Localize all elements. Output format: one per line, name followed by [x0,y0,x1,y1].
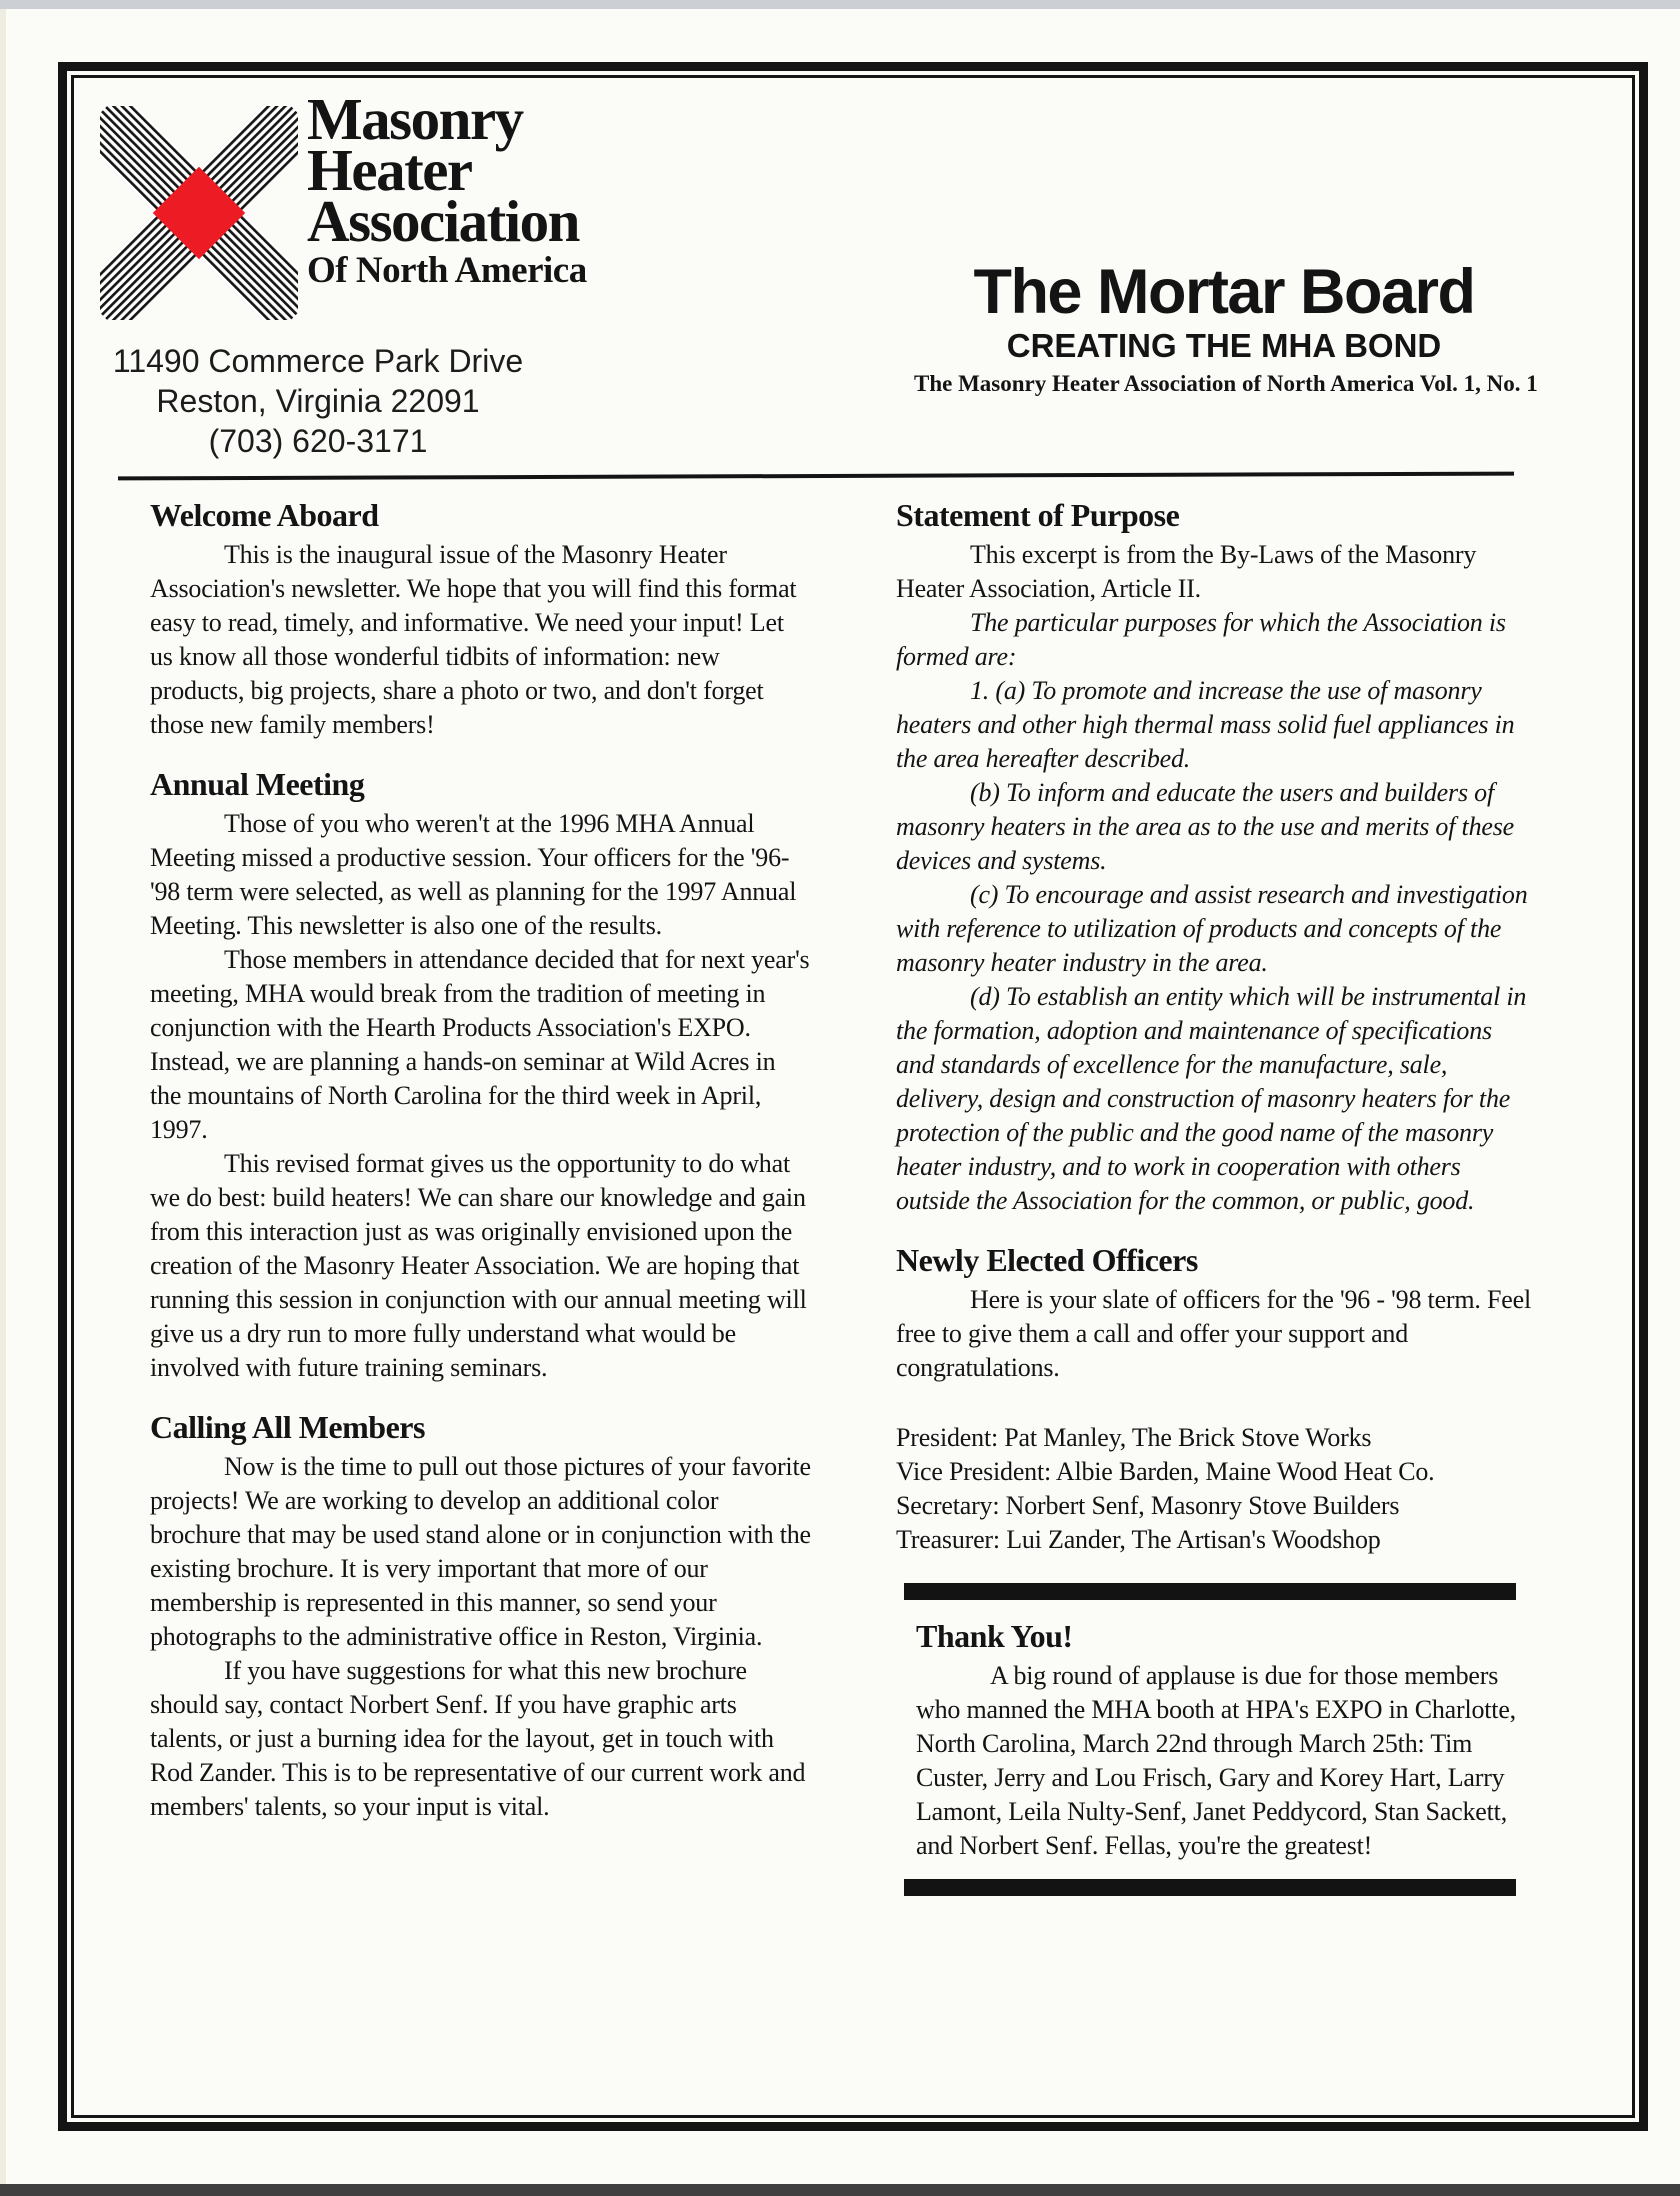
org-name-line: Heater [307,137,472,203]
body-paragraph: Now is the time to pull out those pictures of your favorite projects! We are working to develop an additional color brochure that may be used stand alone or in conjunction with the existing brochure. It is very important that more of our membership is represented in this manner, so send your photographs to the administrative office in Reston, Virginia. [150,1452,811,1651]
org-name-line: Association [307,188,579,254]
body-paragraph: A big round of applause is due for those members who manned the MHA booth at HPA's EXPO in Charlotte, North Carolina, March 22nd through March 25th: Tim Custer, Jerry and Lou Frisch, Gary and Korey Hart, Larry Lamont, Leila Nulty-Senf, Janet Peddycord, Stan Sackett, and Norbert Senf. Fellas, you're the greatest! [916,1661,1516,1860]
bylaws-paragraph: (b) To inform and educate the users and builders of masonry heaters in the area as to the use and merits of these devices and systems. [896,778,1514,875]
newsletter-title: The Mortar Board [973,257,1475,327]
section-annual-meeting [150,766,812,1385]
divider-bar-top [904,1583,1516,1600]
right-column [896,497,1532,1896]
address-line: 11490 Commerce Park Drive [112,343,524,379]
body-paragraph: This is the inaugural issue of the Masonry Heater Association's newsletter. We hope that you will find this format easy to read, timely, and informative. We need your input! Let us know all those wonderful tidbits of information: new products, big projects, share a photo or two, and don't forget those new family members! [150,540,797,739]
section-heading: Annual Meeting [150,766,365,802]
left-column [150,497,812,1824]
scan-edge-top [0,0,1680,9]
address-line: Reston, Virginia 22091 [156,383,480,419]
body-paragraph: This excerpt is from the By-Laws of the Masonry Heater Association, Article II. [896,540,1477,603]
bylaws-paragraph: The particular purposes for which the Association is formed are: [896,608,1506,671]
section-newly-elected-officers [896,1242,1532,1557]
body-paragraph: Here is your slate of officers for the '96 - '98 term. Feel free to give them a call and offer your support and congratulations. [896,1285,1531,1382]
section-heading: Thank You! [916,1618,1073,1654]
bylaws-paragraph: (c) To encourage and assist research and investigation with reference to utilization of products and concepts of the masonry heater industry in the area. [896,880,1528,977]
officer-line: Vice President: Albie Barden, Maine Wood Heat Co. [896,1457,1435,1486]
divider-bar-bottom [904,1879,1516,1896]
section-heading: Calling All Members [150,1409,425,1445]
org-tagline: Of North America [307,250,587,291]
bylaws-paragraph: 1. (a) To promote and increase the use of masonry heaters and other high thermal mass solid fuel appliances in the area hereafter described. [896,676,1515,773]
section-welcome-aboard [150,497,812,742]
section-thank-you [896,1618,1532,1863]
bylaws-paragraph: (d) To establish an entity which will be instrumental in the formation, adoption and maintenance of specifications and standards of excellence for the manufacture, sale, delivery, design and construction of masonry heaters for the protection of the public and the good name of the masonry heater industry, and to work in cooperation with others outside the Association for the common, or public, good. [896,982,1527,1215]
officer-line: Secretary: Norbert Senf, Masonry Stove Builders [896,1491,1400,1520]
bylaws-excerpt [896,606,1532,1218]
body-paragraph: If you have suggestions for what this new brochure should say, contact Norbert Senf. If you have graphic arts talents, or just a burning idea for the layout, get in touch with Rod Zander. This is to be representative of our current work and members' talents, so your input is vital. [150,1656,806,1821]
body-paragraph: Those of you who weren't at the 1996 MHA Annual Meeting missed a productive session. Your officers for the '96-'98 term were selected, as well as planning for the 1997 Annual Meeting. This newsletter is also one of the results. [150,809,797,940]
body-paragraph: This revised format gives us the opportunity to do what we do best: build heaters! We can share our knowledge and gain from this interaction just as was originally envisioned upon the creation of the Masonry Heater Association. We are hoping that running this session in conjunction with our annual meeting will give us a dry run to more fully understand what would be involved with future training seminars. [150,1149,807,1382]
newsletter-issue-line: The Masonry Heater Association of North America Vol. 1, No. 1 [914,371,1538,396]
org-address [86,341,550,461]
newsletter-title-block [914,257,1538,399]
officer-list [896,1421,1532,1557]
organization-name [307,86,587,292]
section-statement-of-purpose [896,497,1532,1218]
section-heading: Newly Elected Officers [896,1242,1198,1278]
section-heading: Welcome Aboard [150,497,379,533]
section-calling-all-members [150,1409,812,1824]
scan-edge-left [0,9,6,2184]
officer-line: Treasurer: Lui Zander, The Artisan's Woodshop [896,1525,1381,1554]
officer-line: President: Pat Manley, The Brick Stove Works [896,1423,1372,1452]
section-heading: Statement of Purpose [896,497,1180,533]
body-paragraph: Those members in attendance decided that for next year's meeting, MHA would break from the tradition of meeting in conjunction with the Hearth Products Association's EXPO. Instead, we are planning a hands-on seminar at Wild Acres in the mountains of North Carolina for the third week in April, 1997. [150,945,810,1144]
address-line: (703) 620-3171 [208,423,428,459]
scan-edge-bottom [0,2184,1680,2196]
newsletter-subtitle: CREATING THE MHA BOND [1006,327,1442,364]
mha-x-logo-icon [100,106,298,320]
org-name-line: Masonry [307,86,523,152]
